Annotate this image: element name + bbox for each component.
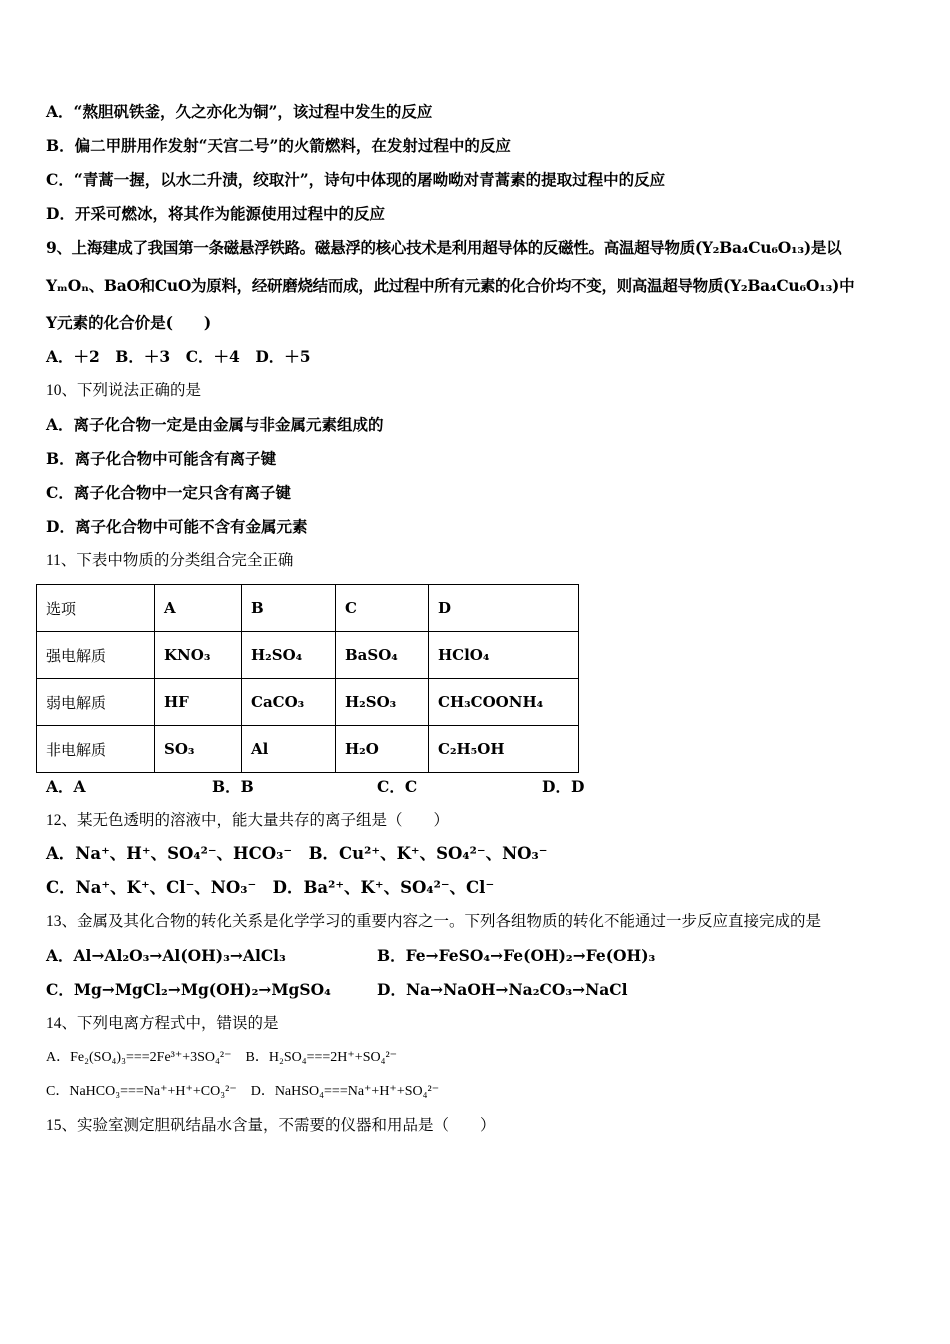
classification-table <box>36 584 579 773</box>
q10-option-a: A．离子化合物一定是由金属与非金属元素组成的 <box>46 415 384 434</box>
table-cell: BaSO₄ <box>336 632 429 679</box>
q9-line2: YₘOₙ、BaO和CuO为原料，经研磨烧结而成，此过程中所有元素的化合价均不变，则高温超导物质(Y₂Ba₄Cu₆O₁₃)中 <box>46 276 855 295</box>
q11-stem: 11、下表中物质的分类组合完全正确 <box>46 552 294 569</box>
q10-option-b: B．离子化合物中可能含有离子键 <box>46 449 277 468</box>
table-cell: H₂O <box>336 726 429 773</box>
table-cell: KNO₃ <box>155 632 242 679</box>
q12-line1: A．Na⁺、H⁺、SO₄²⁻、HCO₃⁻ B．Cu²⁺、K⁺、SO₄²⁻、NO₃⁻ <box>46 844 548 863</box>
table-cell: A <box>155 585 242 632</box>
q13-option-d: D．Na→NaOH→Na₂CO₃→NaCl <box>377 980 628 999</box>
q10-option-d: D．离子化合物中可能不含有金属元素 <box>46 517 308 536</box>
table-cell: B <box>242 585 336 632</box>
q14-stem: 14、下列电离方程式中，错误的是 <box>46 1015 279 1032</box>
q12-stem: 12、某无色透明的溶液中，能大量共存的离子组是（ ） <box>46 812 450 829</box>
q9-line1: 9、上海建成了我国第一条磁悬浮铁路。磁悬浮的核心技术是利用超导体的反磁性。高温超导物质(Y₂Ba₄Cu₆O₁₃)是以 <box>46 238 842 257</box>
q11-option-d: D．D <box>542 777 585 796</box>
table-cell: HF <box>155 679 242 726</box>
table-row <box>37 726 579 773</box>
q8-option-c: C．“青蒿一握，以水二升渍，绞取汁”，诗句中体现的屠呦呦对青蒿素的提取过程中的反应 <box>46 170 666 189</box>
q13-option-c: C．Mg→MgCl₂→Mg(OH)₂→MgSO₄ <box>46 980 331 999</box>
q9-line3: Y元素的化合价是( ) <box>46 313 212 332</box>
q11-option-b: B．B <box>212 777 254 796</box>
q8-option-d: D．开采可燃冰，将其作为能源使用过程中的反应 <box>46 204 385 223</box>
table-row <box>37 632 579 679</box>
table-cell: C <box>336 585 429 632</box>
q14-line2: C．NaHCO₃===Na⁺+H⁺+CO₃²⁻ D．NaHSO₄===Na⁺+H⁺+SO₄²⁻ <box>46 1084 440 1099</box>
table-cell: 选项 <box>37 585 155 632</box>
table-cell: Al <box>242 726 336 773</box>
table-cell: H₂SO₃ <box>336 679 429 726</box>
table-cell: D <box>429 585 579 632</box>
table-cell: CH₃COONH₄ <box>429 679 579 726</box>
q13-stem: 13、金属及其化合物的转化关系是化学学习的重要内容之一。下列各组物质的转化不能通过一步反应直接完成的是 <box>46 913 822 930</box>
table-cell: CaCO₃ <box>242 679 336 726</box>
q13-option-a: A．Al→Al₂O₃→Al(OH)₃→AlCl₃ <box>46 946 286 965</box>
table-cell: HClO₄ <box>429 632 579 679</box>
q14-line1: A．Fe₂(SO₄)₃===2Fe³⁺+3SO₄²⁻ B．H₂SO₄===2H⁺+SO₄²⁻ <box>46 1050 398 1065</box>
table-cell: SO₃ <box>155 726 242 773</box>
q11-option-a: A．A <box>46 777 86 796</box>
table-cell: 非电解质 <box>37 726 155 773</box>
q12-line2: C．Na⁺、K⁺、Cl⁻、NO₃⁻ D．Ba²⁺、K⁺、SO₄²⁻、Cl⁻ <box>46 878 495 897</box>
q10-option-c: C．离子化合物中一定只含有离子键 <box>46 483 291 502</box>
table-row <box>37 679 579 726</box>
q13-option-b: B．Fe→FeSO₄→Fe(OH)₂→Fe(OH)₃ <box>377 946 656 965</box>
table-cell: H₂SO₄ <box>242 632 336 679</box>
q10-stem: 10、下列说法正确的是 <box>46 382 202 399</box>
table-cell: C₂H₅OH <box>429 726 579 773</box>
table-row <box>37 585 579 632</box>
q9-options: A．＋2 B．＋3 C．＋4 D．＋5 <box>46 347 311 366</box>
q11-option-c: C．C <box>377 777 418 796</box>
q8-option-a: A．“熬胆矾铁釜，久之亦化为铜”，该过程中发生的反应 <box>46 102 433 121</box>
table-cell: 弱电解质 <box>37 679 155 726</box>
q8-option-b: B．偏二甲肼用作发射“天宫二号”的火箭燃料，在发射过程中的反应 <box>46 136 511 155</box>
q15-stem: 15、实验室测定胆矾结晶水含量，不需要的仪器和用品是（ ） <box>46 1117 496 1134</box>
table-cell: 强电解质 <box>37 632 155 679</box>
